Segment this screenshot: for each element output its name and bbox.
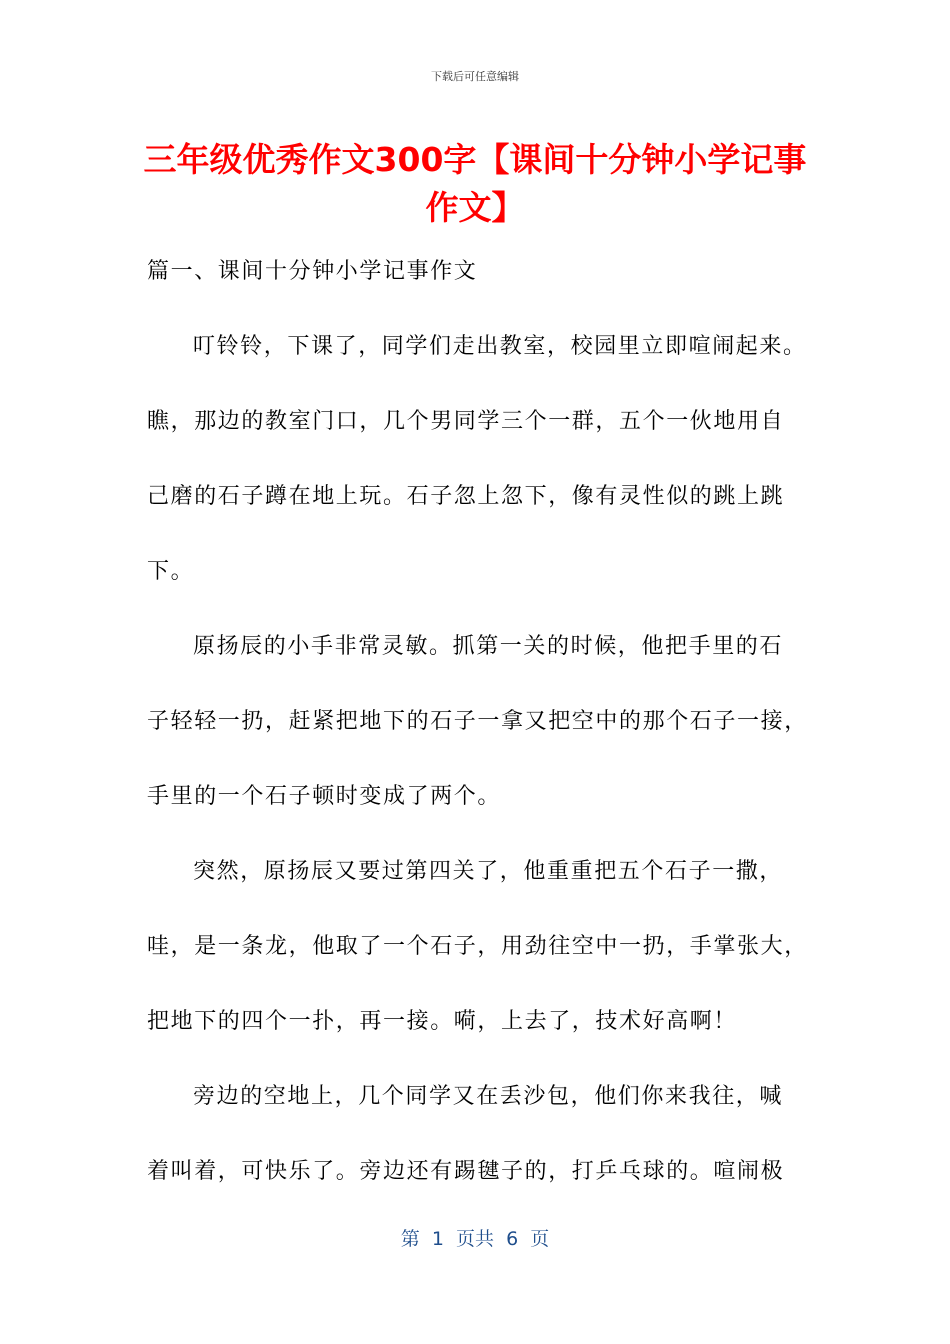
paragraph-line: 原扬辰的小手非常灵敏。抓第一关的时候，他把手里的石	[193, 634, 784, 659]
paragraph-line: 子轻轻一扔，赶紧把地下的石子一拿又把空中的那个石子一接，	[147, 709, 808, 734]
paragraph-line: 己磨的石子蹲在地上玩。石子忽上忽下，像有灵性似的跳上跳	[147, 484, 785, 509]
paragraph-line: 着叫着，可快乐了。旁边还有踢毽子的，打乒乓球的。喧闹极	[147, 1159, 785, 1184]
paragraph-line: 下。	[147, 559, 195, 584]
paragraph-line: 手里的一个石子顿时变成了两个。	[147, 784, 502, 809]
document-body	[147, 234, 807, 1209]
paragraph-line: 突然，原扬辰又要过第四关了，他重重把五个石子一撒，	[193, 859, 784, 884]
header-note: 下载后可任意编辑	[431, 70, 519, 83]
paragraph-line: 瞧，那边的教室门口，几个男同学三个一群，五个一伙地用自	[147, 409, 785, 434]
paragraph-line: 旁边的空地上，几个同学又在丢沙包，他们你来我往，喊	[193, 1084, 784, 1109]
paragraph-line: 叮铃铃，下课了，同学们走出教室，校园里立即喧闹起来。	[193, 334, 807, 359]
paragraph-line: 把地下的四个一扑，再一接。嗬，上去了，技术好高啊！	[147, 1009, 738, 1034]
paragraph-line: 哇，是一条龙，他取了一个石子，用劲往空中一扔，手掌张大，	[147, 934, 808, 959]
document-title: 三年级优秀作文300字【课间十分钟小学记事作文】	[143, 140, 807, 227]
page-number-footer: 第 1 页共 6 页	[400, 1228, 550, 1250]
section-heading: 篇一、课间十分钟小学记事作文	[147, 259, 478, 284]
